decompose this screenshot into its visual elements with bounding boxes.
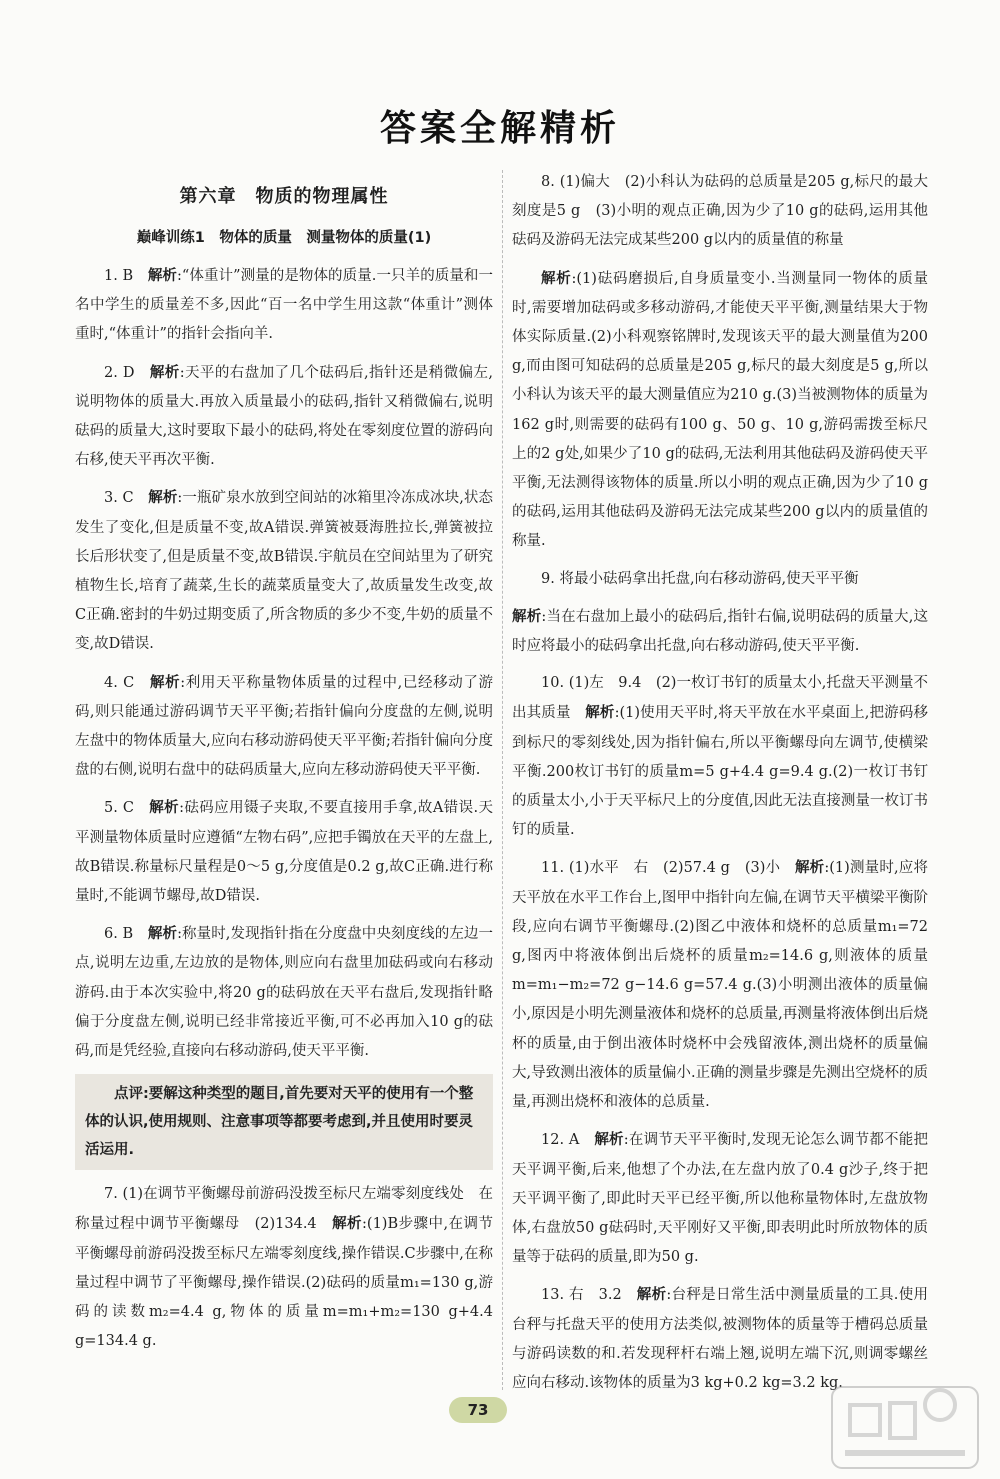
answer-item bbox=[75, 261, 493, 350]
answer-num: 5. bbox=[104, 800, 118, 817]
answer-item bbox=[75, 483, 493, 659]
answer-text: :(1)使用天平时,将天平放在水平桌面上,把游码移到标尺的零刻线处,因为指针偏右,所以平衡螺母向左调节,使横梁平衡.200枚订书钉的质量m=5 g+4.4 g=9.4 g.(2)一枚订书钉的质量太小,小于天平标尺上的分度值,因此无法直接测量一枚订书钉的质量. bbox=[512, 705, 928, 839]
answer-text: :天平的右盘加了几个砝码后,指针还是稍微偏左,说明物体的质量大.再放入质量最小的砝码,指针又稍微偏右,说明砝码的质量大,这时要取下最小的砝码,将处在零刻度位置的游码向右移,使天平再次平衡. bbox=[75, 364, 493, 469]
column-divider bbox=[502, 170, 503, 1390]
answer-ans: 右 3.2 bbox=[564, 1287, 637, 1304]
answer-text: :称量时,发现指针指在分度盘中央刻度线的左边一点,说明左边重,左边放的是物体,则应向右盘里加砝码或向右移动游码.由于本次实验中,将20 g的砝码放在天平右盘后,发现指针略偏于分度盘左侧,说明已经非常接近平衡,可不必再加入10 g的砝码,而是凭经验,直接向右移动游码,使天平平衡. bbox=[75, 926, 494, 1060]
answer-num: 2. bbox=[104, 364, 118, 381]
answer-ans: B bbox=[117, 926, 148, 943]
answer-item bbox=[512, 565, 928, 594]
answer-num: 4. bbox=[104, 674, 118, 691]
answer-num: 11. bbox=[541, 860, 565, 877]
left-answers-after bbox=[75, 1180, 493, 1356]
answer-item bbox=[512, 602, 928, 661]
answer-label: 解析 bbox=[794, 859, 825, 877]
answer-label: 解析 bbox=[147, 267, 177, 284]
answer-text: :“体重计”测量的是物体的质量.一只羊的质量和一名中学生的质量差不多,因此“百一名中学生用这款“体重计”测体重时,“体重计”的指针会指向羊. bbox=[75, 268, 493, 343]
left-answers bbox=[75, 261, 493, 1066]
answer-num: 7. bbox=[104, 1186, 118, 1203]
answer-ans: A bbox=[564, 1132, 595, 1149]
comment-box: 点评:要解这种类型的题目,首先要对天平的使用有一个整体的认识,使用规则、注意事项等都要考虑到,并且使用时要灵活运用. bbox=[75, 1074, 493, 1170]
answer-item bbox=[512, 1125, 928, 1272]
answer-text: :一瓶矿泉水放到空间站的冰箱里冷冻成冰块,状态发生了变化,但是质量不变,故A错误.弹簧被聂海胜拉长,弹簧被拉长后形状变了,但是质量不变,故B错误.宇航员在空间站里为了研究植物生长,培育了蔬菜,生长的蔬菜质量变大了,故质量发生改变,故C正确.密封的牛奶过期变质了,所含物质的多少不变,牛奶的质量不变,故D错误. bbox=[75, 490, 493, 653]
section-heading: 巅峰训练1 物体的质量 测量物体的质量(1) bbox=[136, 230, 432, 246]
answer-item bbox=[512, 853, 928, 1117]
answer-num: 13. bbox=[541, 1287, 565, 1304]
answer-item bbox=[75, 1180, 493, 1356]
answer-text: :砝码应用镊子夹取,不要直接用手拿,故A错误.天平测量物体质量时应遵循“左物右码”,应把手镯放在天平的左盘上,故B错误.称量标尺量程是0～5 g,分度值是0.2 g,故C正确.进行称量时,不能调节螺母,故D错误. bbox=[75, 800, 494, 905]
answer-item bbox=[75, 919, 493, 1066]
answer-item bbox=[512, 168, 928, 256]
answer-label: 解析 bbox=[541, 269, 572, 287]
answer-num: 8. bbox=[541, 174, 555, 190]
answer-num: 12. bbox=[541, 1132, 565, 1149]
answer-num: 10. bbox=[541, 675, 565, 692]
answer-label: 解析 bbox=[148, 489, 178, 507]
answer-label: 解析 bbox=[149, 363, 180, 381]
answer-item bbox=[75, 793, 493, 911]
answer-item bbox=[75, 668, 493, 786]
answer-num: 9. bbox=[541, 570, 555, 587]
answer-ans: C bbox=[117, 490, 149, 507]
answer-item bbox=[512, 264, 928, 557]
answer-text: :(1)测量时,应将天平放在水平工作台上,图甲中指针向左偏,在调节天平横梁平衡阶段,应向右调节平衡螺母.(2)图乙中液体和烧杯的总质量m₁=72 g,图丙中将液体倒出后烧杯的质量m₂=14.6 g,则液体的质量m=m₁−m₂=72 g−14.6 g=57.4 g.(3)小明测出液体的质量偏小,原因是小明先测量液体和烧杯的总质量,再测量将液体倒出后烧杯的质量,由于倒出液体时烧杯中会残留液体,测出烧杯的质量偏大,导致测出液体的质量偏小.正确的测量步骤是先测出空烧杯的质量,再测出烧杯和液体的总质量. bbox=[512, 860, 928, 1111]
answer-num: 6. bbox=[104, 926, 118, 943]
answer-label: 解析 bbox=[149, 673, 181, 691]
answer-ans: (1)偏大 (2)小科认为砝码的总质量是205 g,标尺的最大刻度是5 g (3)小明的观点正确,因为少了10 g的砝码,运用其他砝码及游码无法完成某些200 g以内的质量值的称量 bbox=[512, 174, 928, 249]
chapter-heading: 第六章 物质的物理属性 bbox=[179, 186, 389, 207]
page-number: 73 bbox=[449, 1397, 507, 1423]
answer-label: 解析 bbox=[332, 1215, 363, 1233]
answer-item bbox=[512, 1280, 928, 1398]
page-title: 答案全解精析 bbox=[379, 107, 620, 149]
answer-item bbox=[512, 669, 928, 845]
answer-num: 1. bbox=[104, 268, 118, 284]
answer-ans: C bbox=[117, 800, 150, 817]
answer-ans: (1)左 9.4 (2)一枚订书钉的质量太小,托盘天平测量不出其质量 bbox=[512, 675, 928, 722]
answer-label: 解析 bbox=[512, 607, 542, 625]
watermark-logo bbox=[830, 1385, 980, 1470]
answer-text: :当在右盘加上最小的砝码后,指针右偏,说明砝码的质量大,这时应将最小的砝码拿出托盘,向右移动游码,使天平平衡. bbox=[512, 608, 928, 655]
answer-ans: B bbox=[117, 268, 148, 284]
right-answers bbox=[512, 168, 928, 1398]
answer-text: :(1)砝码磨损后,自身质量变小.当测量同一物体的质量时,需要增加砝码或多移动游码,才能使天平平衡,测量结果大于物体实际质量.(2)小科观察铭牌时,发现该天平的最大测量值为200 g,而由图可知砝码的总质量是205 g,标尺的最大刻度是5 g,所以小科认为该天平的最大测量值应为210 g.(3)当被测物体的质量为162 g时,则需要的砝码有100 g、50 g、10 g,游码需拨至标尺上的2 g处,如果少了10 g的砝码,无法利用其他砝码及游码使天平平衡,无法测得该物体的质量.所以小明的观点正确,因为少了10 g的砝码,运用其他砝码及游码无法完成某些200 g以内的质量值的称量. bbox=[512, 270, 928, 550]
answer-label: 解析 bbox=[149, 799, 180, 817]
answer-label: 解析 bbox=[636, 1286, 667, 1304]
answer-text: :台秤是日常生活中测量质量的工具.使用台秤与托盘天平的使用方法类似,被测物体的质量等于槽码总质量与游码读数的和.若发现秤杆右端上翘,说明左端下沉,则调零螺丝应向右移动.该物体的质量为3 kg+0.2 kg=3.2 kg. bbox=[512, 1287, 929, 1391]
answer-label: 解析 bbox=[147, 925, 178, 943]
answer-text: :在调节天平平衡时,发现无论怎么调节都不能把天平调平衡,后来,他想了个办法,在左盘内放了0.4 g沙子,终于把天平调平衡了,即此时天平已经平衡,所以他称量物体时,左盘放物体,右盘放50 g砝码时,天平刚好又平衡,即表明此时所放物体的质量等于砝码的质量,即为50 g. bbox=[512, 1132, 928, 1266]
answer-ans: (1)在调节平衡螺母前游码没拨至标尺左端零刻度线处 在称量过程中调节平衡螺母 (2)134.4 bbox=[75, 1186, 493, 1233]
answer-ans: D bbox=[117, 364, 150, 381]
answer-ans: 将最小砝码拿出托盘,向右移动游码,使天平平衡 bbox=[554, 570, 859, 587]
answer-text: :利用天平称量物体质量的过程中,已经移动了游码,则只能通过游码调节天平平衡;若指针偏向分度盘的左侧,说明左盘中的物体质量大,应向右移动游码使天平平衡;若指针偏向分度盘的右侧,说明右盘中的砝码质量大,应向左移动游码使天平平衡. bbox=[75, 674, 493, 779]
answer-text: :(1)B步骤中,在调节平衡螺母前游码没拨至标尺左端零刻度线,操作错误.C步骤中,在称量过程中调节了平衡螺母,操作错误.(2)砝码的质量m₁=130 g,游码的读数m₂=4.4 g,物体的质量m=m₁+m₂=130 g+4.4 g=134.4 g. bbox=[75, 1216, 493, 1350]
answer-ans: C bbox=[117, 674, 150, 691]
left-column bbox=[75, 170, 493, 1365]
answer-label: 解析 bbox=[594, 1131, 624, 1149]
answer-ans: (1)水平 右 (2)57.4 g (3)小 bbox=[564, 860, 795, 877]
answer-label: 解析 bbox=[585, 704, 615, 722]
right-column bbox=[512, 168, 928, 1406]
answer-num: 3. bbox=[104, 490, 118, 507]
answer-item bbox=[75, 358, 493, 476]
